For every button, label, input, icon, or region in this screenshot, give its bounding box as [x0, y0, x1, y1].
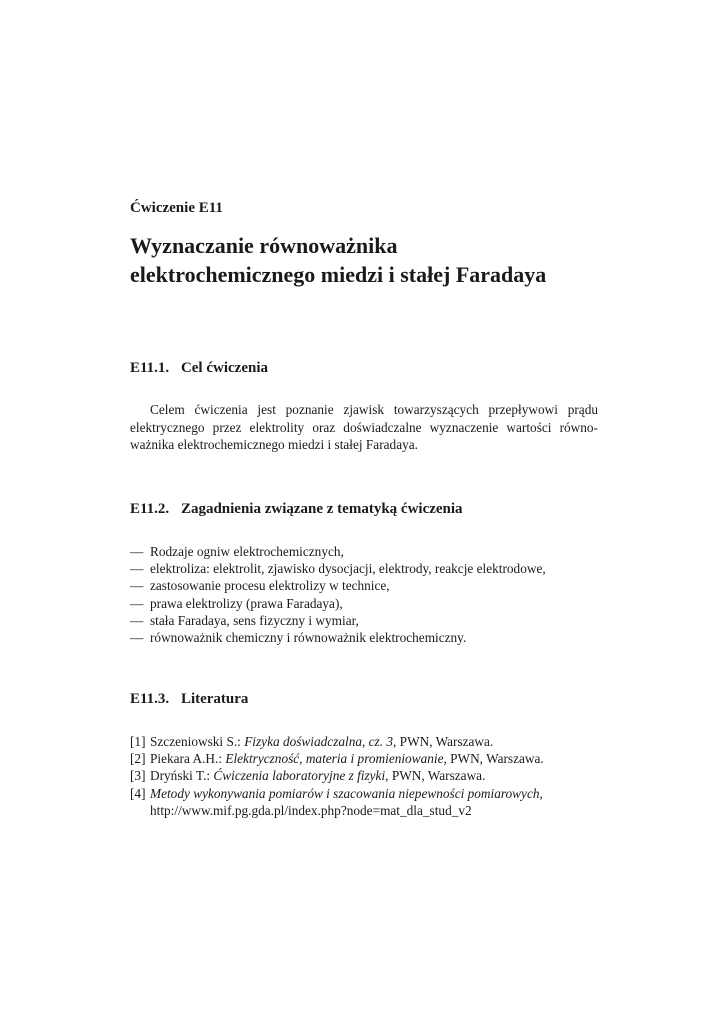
section-number: E11.1.: [130, 360, 170, 376]
reference-title: Elektryczność, materia i promieniowanie: [225, 751, 444, 767]
chapter-title-line-1: Wyznaczanie równoważnika: [130, 233, 398, 258]
reference-author: Szczeniowski S.:: [150, 734, 245, 749]
list-item: [130, 629, 546, 646]
topics-list: [130, 543, 546, 646]
purpose-line-2: elektrycznego przez elektrolity oraz doświadczalne wyznaczenie wartości równo-: [130, 419, 598, 435]
list-item-text: stała Faradaya, sens fizyczny i wymiar,: [150, 612, 359, 628]
reference-publisher: , PWN, Warszawa.: [393, 734, 494, 749]
reference-url[interactable]: http://www.mif.pg.gda.pl/index.php?node=mat_dla_stud_v2: [150, 802, 472, 818]
section-title: Cel ćwiczenia: [180, 360, 268, 376]
dash-bullet: —: [130, 544, 144, 559]
references-list: [130, 733, 600, 819]
purpose-line-1: Celem ćwiczenia jest poznanie zjawisk towarzyszących przepływowi prądu: [150, 402, 598, 417]
section-number: E11.2.: [130, 501, 170, 517]
reference-publisher: ,: [539, 785, 543, 801]
section-number: E11.3.: [130, 691, 170, 707]
section-heading-topics: [130, 501, 463, 518]
list-item-text: zastosowanie procesu elektrolizy w technice,: [150, 578, 390, 594]
reference-number: [1]: [130, 734, 146, 749]
dash-bullet: —: [130, 578, 144, 594]
section-title: Zagadnienia związane z tematyką ćwiczenia: [180, 501, 463, 517]
reference-author: Piekara A.H.:: [150, 751, 226, 767]
section-heading-purpose: [130, 360, 268, 377]
reference-item: [130, 750, 600, 767]
chapter-label: Ćwiczenie E11: [130, 200, 223, 216]
list-item-text: elektroliza: elektrolit, zjawisko dysocjacji, elektrody, reakcje elektrodowe,: [150, 561, 546, 577]
dash-bullet: —: [130, 595, 144, 611]
list-item-text: Rodzaje ogniw elektrochemicznych,: [150, 544, 344, 559]
section-heading-literature: [130, 691, 248, 708]
list-item: [130, 560, 546, 577]
dash-bullet: —: [130, 612, 144, 628]
section-title: Literatura: [180, 691, 249, 707]
reference-title: Fizyka doświadczalna, cz. 3: [244, 734, 394, 749]
list-item-text: równoważnik chemiczny i równoważnik elektrochemiczny.: [150, 630, 467, 646]
reference-item: [130, 767, 600, 784]
reference-title: Metody wykonywania pomiarów i szacowania niepewności pomiarowych: [150, 785, 540, 801]
reference-number: [2]: [130, 751, 146, 767]
purpose-paragraph: [130, 401, 598, 454]
reference-item: [130, 785, 600, 819]
list-item: [130, 595, 546, 612]
reference-title: Ćwiczenia laboratoryjne z fizyki: [213, 768, 386, 784]
list-item: [130, 612, 546, 629]
purpose-line-3: ważnika elektrochemicznego miedzi i stałej Faradaya.: [130, 437, 418, 452]
reference-publisher: , PWN, Warszawa.: [385, 768, 486, 784]
dash-bullet: —: [130, 630, 144, 646]
list-item: [130, 543, 546, 560]
list-item-text: prawa elektrolizy (prawa Faradaya),: [150, 595, 343, 611]
reference-number: [3]: [130, 768, 146, 784]
list-item: [130, 577, 546, 594]
chapter-title-line-2: elektrochemicznego miedzi i stałej Faradaya: [130, 262, 547, 287]
reference-item: [130, 733, 600, 750]
reference-author: Dryński T.:: [150, 768, 214, 784]
chapter-title: [130, 231, 610, 289]
reference-publisher: , PWN, Warszawa.: [443, 751, 544, 767]
dash-bullet: —: [130, 561, 144, 577]
reference-number: [4]: [130, 785, 146, 801]
